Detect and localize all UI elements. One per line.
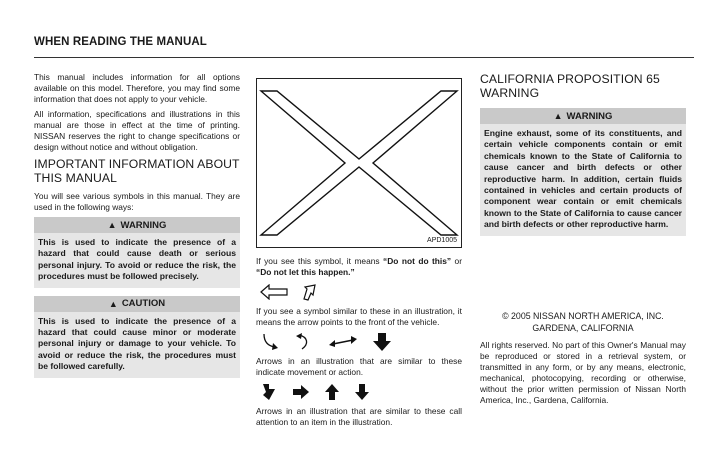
- symbols-paragraph: You will see various symbols in this manual. They are used in the following ways:: [34, 191, 240, 212]
- attention-arrow-icon: [354, 383, 370, 401]
- movement-arrow-row: [260, 332, 462, 352]
- front-arrow-paragraph: If you see a symbol similar to these in an illustration, it means the arrow points to the front of the vehicle.: [256, 306, 462, 327]
- spacer: [480, 244, 686, 304]
- prohibition-text: If you see this symbol, it means: [256, 256, 384, 266]
- header-rule: [34, 57, 694, 58]
- prohibition-figure: [256, 78, 462, 248]
- copyright-line-2: GARDENA, CALIFORNIA: [532, 322, 634, 333]
- movement-arrow-icon: [372, 332, 392, 352]
- front-arrow-outline-icon: [302, 283, 328, 301]
- front-arrow-row: [260, 282, 462, 302]
- prop65-warning-body: Engine exhaust, some of its constituents, and certain vehicle components contain or emit chemicals known to the State of California to cause cancer and birth defects or other reproductive harm. In addition, certain fluids contained in vehicles and certain products of component wear contain or emit chemicals known to the State of California to cause cancer and birth defects or other reproductive harm.: [480, 124, 686, 236]
- copyright-line-1: © 2005 NISSAN NORTH AMERICA, INC.: [502, 310, 664, 321]
- attention-arrow-icon: [292, 384, 310, 400]
- column-left: [34, 72, 240, 386]
- column-right: [480, 72, 686, 410]
- prohibition-phrase-2: “Do not let this happen.”: [256, 267, 355, 277]
- warning-box-body: This is used to indicate the presence of a hazard that could cause death or serious personal injury. To avoid or reduce the risk, the procedures must be followed precisely.: [34, 233, 240, 288]
- attention-arrow-paragraph: Arrows in an illustration that are similar to these call attention to an item in the illustration.: [256, 406, 462, 427]
- intro-paragraph: This manual includes information for all options available on this model. Therefore, you may find some information that does not apply to your vehicle.: [34, 72, 240, 104]
- prohibition-phrase-1: “Do not do this”: [383, 256, 452, 266]
- prop65-warning-header: [480, 108, 686, 124]
- prohibition-paragraph: [256, 256, 462, 278]
- caution-box-header: [34, 296, 240, 312]
- attention-arrow-icon: [260, 383, 278, 401]
- warning-box-header: [34, 217, 240, 233]
- movement-arrow-icon: [328, 335, 358, 349]
- caution-box-title: CAUTION: [121, 298, 166, 310]
- front-arrow-outline-icon: [260, 284, 288, 300]
- warning-triangle-icon: ▲: [107, 220, 117, 230]
- movement-arrow-icon: [294, 332, 314, 352]
- movement-arrow-icon: [260, 332, 280, 352]
- prohibition-or: or: [451, 256, 462, 266]
- copyright-block: [480, 310, 686, 334]
- attention-arrow-icon: [324, 383, 340, 401]
- prohibition-x-icon: [257, 79, 461, 247]
- page-title: WHEN READING THE MANUAL: [34, 36, 207, 48]
- movement-arrow-paragraph: Arrows in an illustration that are similar to these indicate movement or action.: [256, 356, 462, 377]
- column-middle: [256, 72, 462, 432]
- caution-triangle-icon: ▲: [108, 298, 118, 309]
- rights-paragraph: All rights reserved. No part of this Owner's Manual may be reproduced or stored in a retrieval system, or transmitted in any form, or by any means, electronic, mechanical, photocopying, recording or otherwise, without the prior written permission of Nissan North America, Inc., Gardena, California.: [480, 339, 686, 405]
- figure-code: APD1005: [427, 237, 457, 244]
- warning-triangle-icon: ▲: [553, 111, 563, 121]
- important-info-heading: IMPORTANT INFORMATION ABOUT THIS MANUAL: [34, 157, 240, 185]
- prop65-warning-title: WARNING: [566, 110, 613, 122]
- warning-box-title: WARNING: [120, 219, 167, 231]
- caution-box-body: This is used to indicate the presence of a hazard that could cause minor or moderate personal injury or damage to your vehicle. To avoid or reduce the risk, the procedures must be followed carefully.: [34, 312, 240, 378]
- specs-paragraph: All information, specifications and illustrations in this manual are those in effect at the time of printing. NISSAN reserves the right to change specifications or design without notice and without obligation.: [34, 109, 240, 152]
- attention-arrow-row: [260, 382, 462, 402]
- prop65-heading: CALIFORNIA PROPOSITION 65 WARNING: [480, 72, 660, 100]
